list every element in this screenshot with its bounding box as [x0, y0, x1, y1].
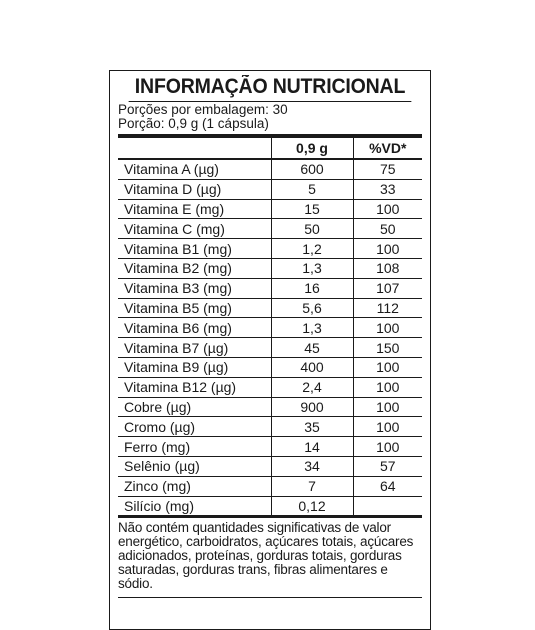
table-row [118, 338, 422, 358]
nutrient-name: Vitamina B7 (µg) [118, 338, 271, 358]
header-blank-cell [118, 138, 271, 159]
nutrient-daily-value: 57 [353, 456, 422, 476]
table-row [118, 159, 422, 179]
table-row [118, 397, 422, 417]
table-row [118, 199, 422, 219]
header-quantity: 0,9 g [271, 138, 353, 159]
nutrient-daily-value: 100 [353, 377, 422, 397]
nutrient-name: Vitamina B6 (mg) [118, 318, 271, 338]
nutrient-quantity: 600 [271, 159, 353, 179]
nutrient-quantity: 14 [271, 437, 353, 457]
nutrient-name: Vitamina C (mg) [118, 219, 271, 239]
table-row [118, 476, 422, 496]
nutrient-quantity: 400 [271, 357, 353, 377]
nutrient-daily-value: 100 [353, 318, 422, 338]
label-title: INFORMAÇÃO NUTRICIONAL [129, 75, 412, 102]
nutrient-quantity: 0,12 [271, 496, 353, 517]
nutrient-daily-value: 75 [353, 159, 422, 179]
table-row [118, 258, 422, 278]
nutrient-quantity: 1,3 [271, 258, 353, 278]
nutrient-daily-value: 100 [353, 199, 422, 219]
nutrient-quantity: 900 [271, 397, 353, 417]
nutrient-quantity: 2,4 [271, 377, 353, 397]
portion-size: Porção: 0,9 g (1 cápsula) [118, 116, 269, 131]
nutrient-daily-value: 107 [353, 278, 422, 298]
nutrient-daily-value: 108 [353, 258, 422, 278]
nutrient-quantity: 16 [271, 278, 353, 298]
nutrient-name: Vitamina D (µg) [118, 179, 271, 199]
nutrient-quantity: 7 [271, 476, 353, 496]
nutrient-name: Silício (mg) [118, 496, 271, 517]
nutrient-name: Selênio (µg) [118, 456, 271, 476]
nutrient-quantity: 5 [271, 179, 353, 199]
nutrient-name: Vitamina B2 (mg) [118, 258, 271, 278]
table-row [118, 496, 422, 517]
nutrient-daily-value: 112 [353, 298, 422, 318]
nutrient-name: Vitamina B5 (mg) [118, 298, 271, 318]
nutrient-daily-value: 100 [353, 239, 422, 259]
label-footnote: Não contém quantidades significativas de valor energético, carboidratos, açúcares totais, açúcares adicionados, proteínas, gorduras totais, gorduras saturadas, gorduras trans, fibras alimentares e sódio. [118, 521, 422, 598]
nutrient-name: Zinco (mg) [118, 476, 271, 496]
table-row [118, 179, 422, 199]
nutrient-quantity: 15 [271, 199, 353, 219]
nutrient-name: Vitamina B9 (µg) [118, 357, 271, 377]
portions-per-package: Porções por embalagem: 30 [118, 102, 288, 117]
nutrient-name: Cromo (µg) [118, 417, 271, 437]
nutrient-daily-value: 100 [353, 417, 422, 437]
nutrient-daily-value: 64 [353, 476, 422, 496]
portion-info [118, 103, 422, 134]
table-row [118, 278, 422, 298]
nutrient-daily-value [353, 496, 422, 517]
table-row [118, 318, 422, 338]
nutrition-facts-panel [109, 70, 431, 630]
table-header-row [118, 138, 422, 159]
table-row [118, 377, 422, 397]
nutrient-quantity: 1,3 [271, 318, 353, 338]
nutrient-quantity: 5,6 [271, 298, 353, 318]
nutrient-daily-value: 100 [353, 397, 422, 417]
nutrient-name: Vitamina B1 (mg) [118, 239, 271, 259]
table-row [118, 437, 422, 457]
nutrient-daily-value: 50 [353, 219, 422, 239]
table-row [118, 417, 422, 437]
nutrient-name: Cobre (µg) [118, 397, 271, 417]
nutrient-daily-value: 33 [353, 179, 422, 199]
nutrient-table [118, 138, 422, 518]
table-row [118, 357, 422, 377]
table-row [118, 298, 422, 318]
nutrient-quantity: 34 [271, 456, 353, 476]
nutrient-quantity: 1,2 [271, 239, 353, 259]
nutrient-daily-value: 100 [353, 437, 422, 457]
nutrient-daily-value: 150 [353, 338, 422, 358]
table-row [118, 456, 422, 476]
nutrient-name: Ferro (mg) [118, 437, 271, 457]
nutrient-name: Vitamina B3 (mg) [118, 278, 271, 298]
nutrient-quantity: 50 [271, 219, 353, 239]
nutrient-quantity: 35 [271, 417, 353, 437]
nutrient-name: Vitamina B12 (µg) [118, 377, 271, 397]
nutrient-name: Vitamina E (mg) [118, 199, 271, 219]
header-daily-value: %VD* [353, 138, 422, 159]
table-row [118, 219, 422, 239]
nutrient-quantity: 45 [271, 338, 353, 358]
table-row [118, 239, 422, 259]
nutrient-daily-value: 100 [353, 357, 422, 377]
nutrient-name: Vitamina A (µg) [118, 159, 271, 179]
